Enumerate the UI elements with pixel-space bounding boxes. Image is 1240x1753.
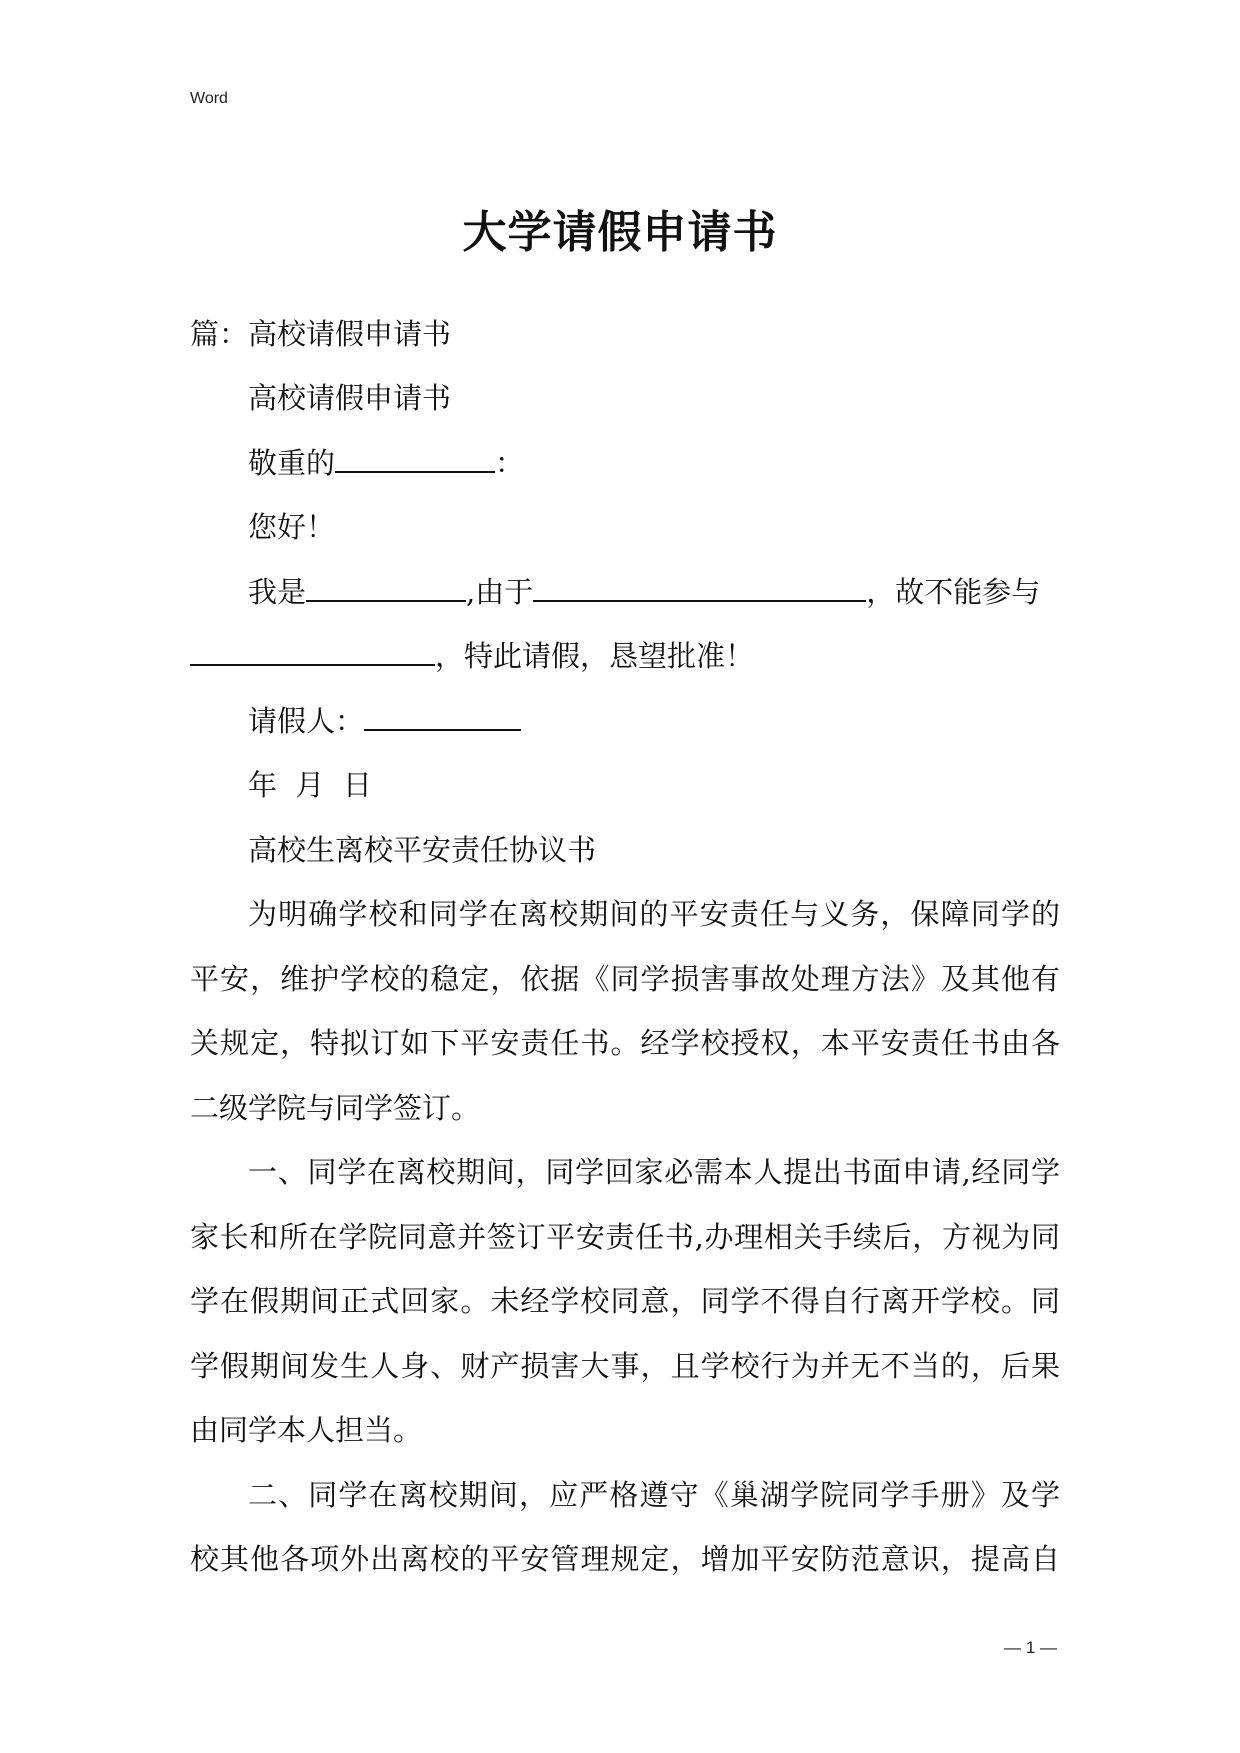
agreement-p2-line-1: 一、同学在离校期间，同学回家必需本人提出书面申请,经同学 (248, 1155, 1060, 1189)
agreement-p2-line-5: 由同学本人担当。 (190, 1413, 423, 1447)
salutation-line (248, 443, 524, 483)
page-number: — 1 — (1004, 1638, 1057, 1657)
request-line-2 (190, 636, 754, 676)
agreement-p2-line-4: 学假期间发生人身、财产损害大事，且学校行为并无不当的，后果 (190, 1349, 1060, 1383)
event-blank[interactable] (190, 638, 435, 666)
letter-subtitle: 高校请假申请书 (248, 381, 452, 415)
request-text-1: 我是 (248, 575, 307, 609)
reason-blank[interactable] (533, 574, 866, 602)
agreement-p3-line-1: 二、同学在离校期间，应严格遵守《巢湖学院同学手册》及学 (248, 1478, 1060, 1512)
salutation-suffix: ： (495, 446, 525, 480)
applicant-blank[interactable] (364, 703, 521, 731)
recipient-blank[interactable] (335, 445, 495, 473)
document-title: 大学请假申请书 (462, 207, 778, 258)
agreement-heading: 高校生离校平安责任协议书 (248, 833, 597, 867)
agreement-p1-line-3: 关规定，特拟订如下平安责任书。经学校授权，本平安责任书由各 (190, 1026, 1060, 1060)
agreement-p1-line-4: 二级学院与同学签订。 (190, 1091, 481, 1125)
request-line-1 (248, 572, 1040, 612)
name-blank[interactable] (306, 574, 466, 602)
request-text-4: ，特此请假，恳望批准！ (435, 639, 755, 673)
agreement-p2-line-3: 学在假期间正式回家。未经学校同意，同学不得自行离开学校。同 (190, 1284, 1060, 1318)
agreement-p3-line-2: 校其他各项外出离校的平安管理规定，增加平安防范意识，提高自 (190, 1542, 1060, 1576)
salutation-prefix: 敬重的 (248, 446, 336, 480)
request-text-3: ，故不能参与 (866, 575, 1041, 609)
greeting: 您好！ (248, 510, 336, 544)
agreement-p1-line-1: 为明确学校和同学在离校期间的平安责任与义务，保障同学的 (248, 897, 1060, 931)
applicant-label: 请假人： (248, 704, 365, 738)
header-label: Word (190, 90, 228, 107)
applicant-line (248, 701, 521, 741)
date-line: 年 月 日 (248, 768, 372, 802)
agreement-p1-line-2: 平安，维护学校的稳定，依据《同学损害事故处理方法》及其他有 (190, 962, 1060, 996)
agreement-p2-line-2: 家长和所在学院同意并签订平安责任书,办理相关手续后，方视为同 (190, 1220, 1060, 1254)
article-label: 篇：高校请假申请书 (190, 317, 452, 351)
request-text-2: ,由于 (466, 575, 534, 609)
